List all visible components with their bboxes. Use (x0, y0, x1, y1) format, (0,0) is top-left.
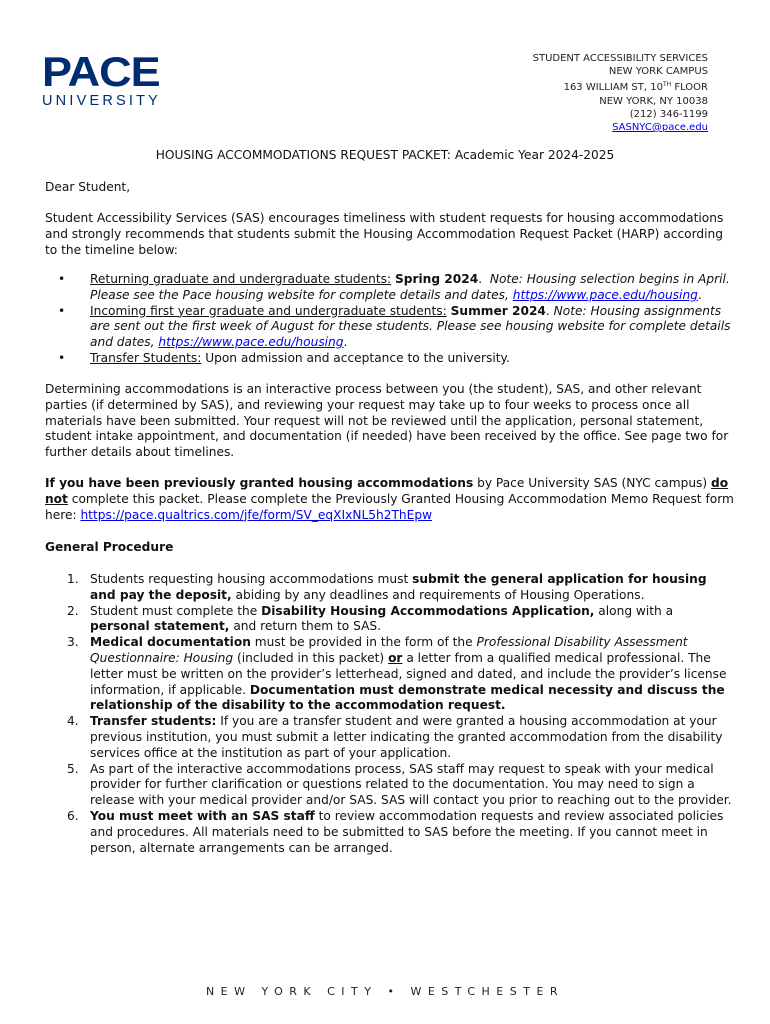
procedure-steps (45, 572, 735, 856)
office-address (533, 52, 708, 134)
pace-university-logo (42, 48, 184, 109)
list-item: 5. As part of the interactive accommodations process, SAS staff may request to speak with your medical provider for further clarification or questions related to the documentation. You may need to sign a release with your medical provider and/or SAS. SAS will contact you prior to reaching out to the provider. (67, 761, 732, 808)
email-link[interactable]: SASNYC@pace.edu (612, 122, 708, 134)
list-item: • Incoming first year graduate and undergraduate students: Summer 2024. Note: Housing assignments are sent out the first week of August for these students. Please see housing website for complete details and dates, https://www.pace.edu/housing. (58, 303, 731, 350)
bullet-icon: • (58, 272, 66, 286)
page-footer: NEW YORK CITY • WESTCHESTER (205, 985, 565, 998)
list-item: 6. You must meet with an SAS staff to review accommodation requests and review associated policies and procedures. All materials need to be submitted to SAS before the meeting. If you cannot meet in person, alternate arrangements can be arranged. (67, 808, 724, 855)
address-line-office: STUDENT ACCESSIBILITY SERVICES (532, 53, 708, 64)
list-item: 4. Transfer students: If you are a transfer student and were granted a housing accommodation at your previous institution, you must submit a letter indicating the granted accommodation from the disability services office at the institution as part of your application. (67, 714, 723, 760)
bullet-icon: • (58, 303, 66, 318)
list-item: • Returning graduate and undergraduate students: Spring 2024. Note: Housing selection begins in April. Please see the Pace housing website for complete details and dates, https://www.pace.edu/housing. (58, 272, 730, 302)
list-item: 2. Student must complete the Disability Housing Accommodations Application, along with a personal statement, and return them to SAS. (67, 603, 674, 634)
address-line-campus: NEW YORK CAMPUS (608, 66, 708, 78)
address-line-city: NEW YORK, NY 10038 (599, 95, 708, 107)
previous-accommodations-paragraph: If you have been previously granted housing accommodations by Pace University SAS (NYC campus) do not complete this packet. Please complete the Previously Granted Housing Accommodation Memo Request form here: https://pace.qualtrics.com/jfe/form/SV_eqXIxNL5h2ThEpw (45, 476, 734, 522)
memo-request-form-link[interactable]: https://pace.qualtrics.com/jfe/form/SV_eqXIxNL5h2ThEpw (80, 507, 433, 522)
bullet-icon: • (58, 350, 66, 365)
procedure-heading: General Procedure (45, 540, 174, 554)
list-item: 3. Medical documentation must be provided in the form of the Professional Disability Assessment Questionnaire: Housing (included in this packet) or a letter from a qualified medical professional. The letter must be written on the provider’s letterhead, signed and dated, and include the provider’s license information, if applicable. Documentation must demonstrate medical necessity and discuss the relationship of the disability to the accommodation request. (67, 635, 727, 713)
address-line-phone: (212) 346-1199 (629, 108, 708, 120)
list-item: • Transfer Students: Upon admission and acceptance to the university. (58, 350, 510, 365)
logo-subtitle: UNIVERSITY (42, 93, 162, 109)
list-item: 1. Students requesting housing accommodations must submit the general application for housing and pay the deposit, abiding by any deadlines and requirements of Housing Operations. (67, 572, 707, 602)
page-title: HOUSING ACCOMMODATIONS REQUEST PACKET: Academic Year 2024-2025 (155, 148, 615, 162)
process-paragraph: Determining accommodations is an interactive process between you (the student), SAS, and other relevant parties (if determined by SAS), and reviewing your request may take up to four weeks to process once all materials have been submitted. Your request will not be reviewed until the application, personal statement, student intake appointment, and documentation (if needed) have been received by the office. See page two for further details about timelines. (45, 382, 729, 460)
intro-paragraph: Student Accessibility Services (SAS) encourages timeliness with student requests for housing accommodations and strongly recommends that students submit the Housing Accommodation Request Packet (HARP) according to the timeline below: (45, 211, 724, 257)
housing-website-link[interactable]: https://www.pace.edu/housing (158, 335, 344, 350)
address-line-street: 163 WILLIAM ST, 10TH FLOOR (563, 81, 708, 94)
greeting: Dear Student, (45, 180, 131, 194)
housing-website-link[interactable]: https://www.pace.edu/housing (512, 287, 698, 302)
logo-wordmark: PACE (42, 48, 160, 96)
timeline-list (45, 272, 735, 367)
